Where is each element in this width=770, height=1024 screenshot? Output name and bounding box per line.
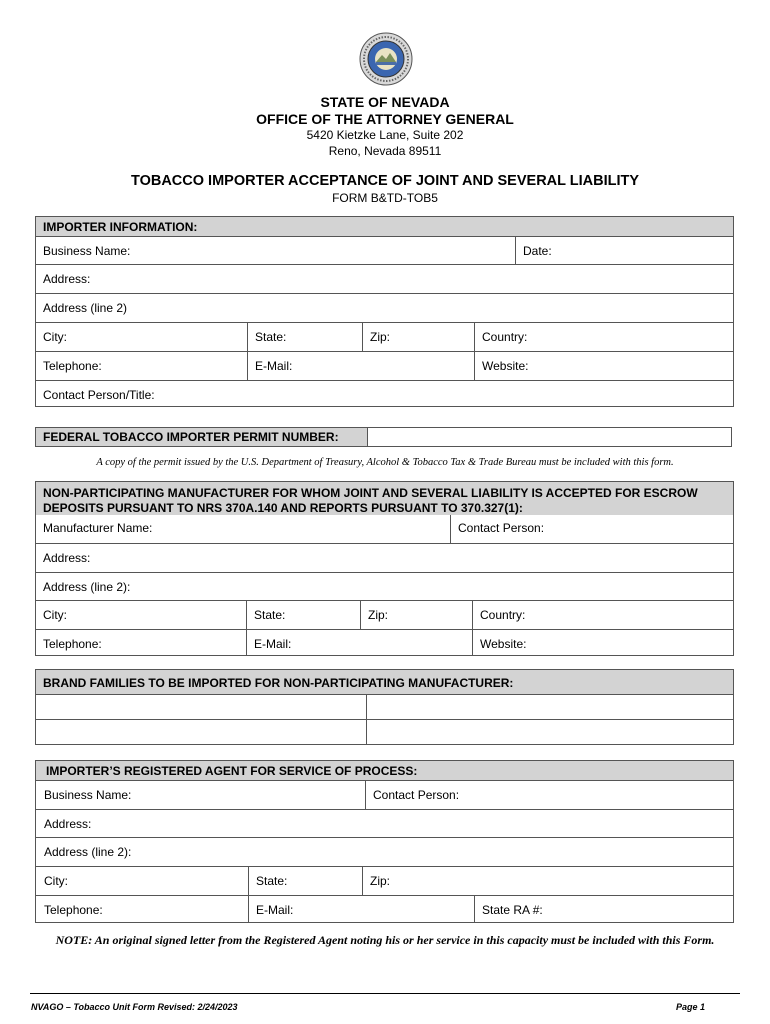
importer-city-field[interactable] [36, 323, 247, 351]
npm-heading-row [36, 482, 733, 515]
npm-city-field[interactable] [36, 601, 246, 629]
importer-zip-field[interactable] [362, 323, 474, 351]
npm-telephone-label: Telephone: [43, 637, 102, 651]
npm-email-label: E-Mail: [254, 637, 292, 651]
npm-city-label: City: [43, 608, 67, 622]
office-name: OFFICE OF THE ATTORNEY GENERAL [256, 111, 514, 127]
agent-state-ra-label: State RA #: [482, 903, 543, 917]
agent-business-name-field[interactable] [36, 781, 365, 809]
brand-families-heading: BRAND FAMILIES TO BE IMPORTED FOR NON-PARTICIPATING MANUFACTURER: [43, 676, 514, 690]
importer-row-telephone [36, 351, 733, 380]
importer-country-label: Country: [482, 330, 528, 344]
npm-table [35, 481, 734, 656]
footer-page-number: Page 1 [676, 1002, 706, 1012]
npm-address-field[interactable] [36, 544, 735, 572]
npm-website-label: Website: [480, 637, 527, 651]
npm-address2-field[interactable] [36, 573, 735, 600]
agent-row-address2 [36, 837, 733, 866]
agent-row-address [36, 809, 733, 837]
agent-city-label: City: [44, 874, 68, 888]
brand-families-row-1 [36, 694, 733, 719]
agent-zip-label: Zip: [370, 874, 391, 888]
office-address-line2: Reno, Nevada 89511 [328, 144, 442, 158]
importer-city-label: City: [43, 330, 67, 344]
npm-state-label: State: [254, 608, 286, 622]
agent-telephone-field[interactable] [36, 896, 248, 922]
importer-row-business [36, 236, 733, 264]
importer-row-address [36, 264, 733, 293]
npm-state-field[interactable] [246, 601, 360, 629]
importer-email-field[interactable] [247, 352, 474, 380]
permit-number-label: FEDERAL TOBACCO IMPORTER PERMIT NUMBER: [43, 430, 339, 444]
agent-zip-field[interactable] [362, 867, 735, 895]
agent-row-telephone [36, 895, 733, 922]
importer-contact-label: Contact Person/Title: [43, 388, 155, 402]
importer-heading: IMPORTER INFORMATION: [43, 220, 198, 234]
importer-state-field[interactable] [247, 323, 362, 351]
npm-heading: NON-PARTICIPATING MANUFACTURER FOR WHOM JOINT AND SEVERAL LIABILITY IS ACCEPTED FOR ESCROW DEPOSITS PURSUANT TO NRS 370A.140 AND REPORTS PURSUANT TO 370.327(1): [43, 486, 698, 515]
agent-city-field[interactable] [36, 867, 248, 895]
npm-telephone-field[interactable] [36, 630, 246, 655]
npm-manufacturer-name-label: Manufacturer Name: [43, 521, 153, 535]
state-name: STATE OF NEVADA [320, 94, 450, 110]
importer-information-table [35, 216, 734, 407]
npm-zip-label: Zip: [368, 608, 389, 622]
npm-address-label: Address: [43, 551, 91, 565]
importer-date-field[interactable] [515, 237, 735, 264]
agent-email-label: E-Mail: [256, 903, 294, 917]
npm-contact-person-field[interactable] [450, 515, 735, 543]
form-title: TOBACCO IMPORTER ACCEPTANCE OF JOINT AND SEVERAL LIABILITY [130, 173, 640, 189]
npm-address2-label: Address (line 2): [43, 580, 131, 594]
agent-address2-field[interactable] [36, 838, 735, 866]
form-code: FORM B&TD-TOB5 [332, 191, 438, 205]
registered-agent-table [35, 760, 734, 923]
agent-state-field[interactable] [248, 867, 362, 895]
importer-address-field[interactable] [36, 265, 735, 293]
importer-business-name-label: Business Name: [43, 244, 131, 258]
npm-row-manufacturer [36, 515, 733, 543]
importer-telephone-label: Telephone: [43, 359, 102, 373]
permit-number-label-box [35, 427, 368, 447]
agent-telephone-label: Telephone: [44, 903, 103, 917]
footer-revision: NVAGO – Tobacco Unit Form Revised: 2/24/2023 [31, 1002, 238, 1012]
npm-row-address2 [36, 572, 733, 600]
importer-row-city [36, 322, 733, 351]
permit-copy-note: A copy of the permit issued by the U.S. Department of Treasury, Alcohol & Tobacco Tax & Trade Bureau must be included with this form. [96, 457, 674, 468]
agent-row-business [36, 780, 733, 809]
npm-manufacturer-name-field[interactable] [36, 515, 450, 543]
npm-email-field[interactable] [246, 630, 472, 655]
permit-number-input[interactable] [367, 427, 732, 447]
importer-website-label: Website: [482, 359, 529, 373]
brand-family-cell-1b[interactable] [366, 695, 735, 719]
npm-country-label: Country: [480, 608, 526, 622]
office-address-line1: 5420 Kietzke Lane, Suite 202 [306, 128, 464, 142]
importer-email-label: E-Mail: [255, 359, 293, 373]
importer-telephone-field[interactable] [36, 352, 247, 380]
importer-address2-label: Address (line 2) [43, 301, 128, 315]
agent-letter-note: NOTE: An original signed letter from the Registered Agent noting his or her service in this capacity must be included with this Form. [55, 933, 715, 947]
agent-state-label: State: [256, 874, 288, 888]
agent-address-label: Address: [44, 817, 92, 831]
importer-date-label: Date: [523, 244, 552, 258]
agent-state-ra-field[interactable] [474, 896, 735, 922]
npm-row-city [36, 600, 733, 629]
agent-row-city [36, 866, 733, 895]
npm-zip-field[interactable] [360, 601, 472, 629]
npm-row-address [36, 543, 733, 572]
agent-address-field[interactable] [36, 810, 735, 837]
agent-business-name-label: Business Name: [44, 788, 132, 802]
brand-family-cell-2a[interactable] [36, 720, 366, 744]
npm-country-field[interactable] [472, 601, 735, 629]
importer-state-label: State: [255, 330, 287, 344]
footer-rule [30, 993, 740, 994]
npm-contact-person-label: Contact Person: [458, 521, 545, 535]
importer-address2-field[interactable] [36, 294, 735, 322]
agent-email-field[interactable] [248, 896, 474, 922]
npm-row-telephone [36, 629, 733, 655]
importer-contact-field[interactable] [36, 381, 735, 406]
importer-website-field[interactable] [474, 352, 735, 380]
importer-zip-label: Zip: [370, 330, 391, 344]
agent-heading-row [36, 761, 733, 780]
agent-contact-person-label: Contact Person: [373, 788, 460, 802]
brand-families-row-2 [36, 719, 733, 744]
npm-website-field[interactable] [472, 630, 735, 655]
nevada-state-seal-icon [359, 31, 413, 87]
importer-country-field[interactable] [474, 323, 735, 351]
brand-families-table [35, 669, 734, 745]
importer-heading-row [36, 217, 733, 236]
importer-business-name-field[interactable] [36, 237, 515, 264]
brand-family-cell-1a[interactable] [36, 695, 366, 719]
agent-heading: IMPORTER’S REGISTERED AGENT FOR SERVICE OF PROCESS: [46, 764, 418, 778]
brand-family-cell-2b[interactable] [366, 720, 735, 744]
importer-address-label: Address: [43, 272, 91, 286]
importer-row-contact [36, 380, 733, 406]
brand-families-heading-row [36, 670, 733, 694]
agent-address2-label: Address (line 2): [44, 845, 132, 859]
importer-row-address2 [36, 293, 733, 322]
agent-contact-person-field[interactable] [365, 781, 735, 809]
